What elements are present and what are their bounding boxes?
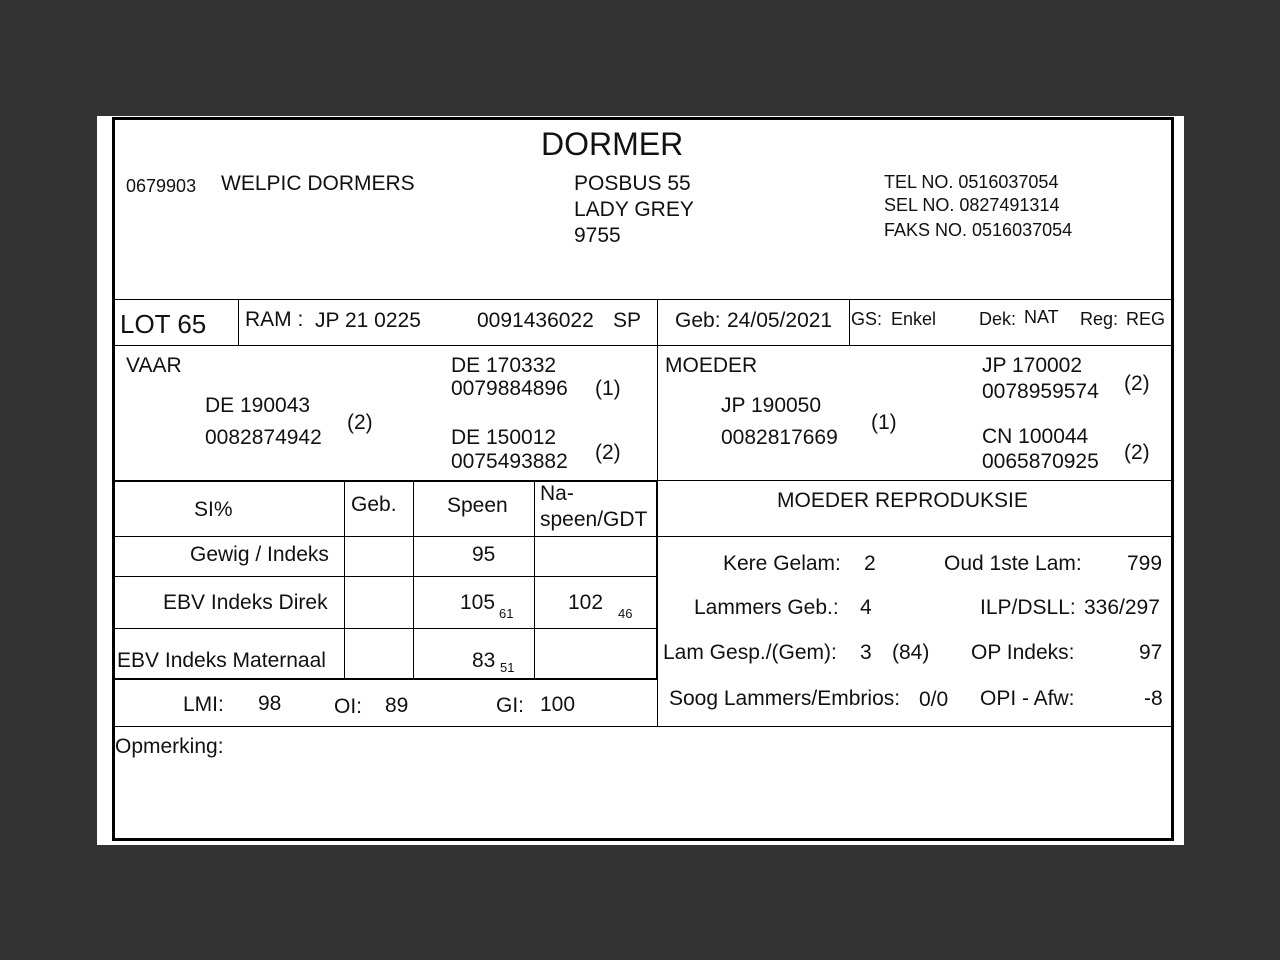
dek-value: NAT [1024,307,1059,327]
row-direk-naspeen: 102 [568,591,604,614]
row-direk-speen: 105 [460,591,496,614]
rule-col-speen [413,482,414,679]
rule-summary-bottom [113,726,1173,727]
moeder-dam-count: (2) [1124,441,1150,464]
soog-value: 0/0 [919,688,949,711]
row-direk-label: EBV Indeks Direk [163,591,328,614]
rule-col-naspeen [534,482,535,679]
row-direk-speen-sub: 61 [499,606,514,621]
opi-value: -8 [1144,687,1163,710]
ilp-value: 336/297 [1084,596,1160,619]
ram-id: JP 21 0225 [315,309,421,332]
gi-label: GI: [496,694,525,717]
header-speen: Speen [447,494,508,517]
dek-label: Dek: [979,309,1017,329]
vaar-sire-num: 0079884896 [451,377,568,400]
reg-value: REG [1126,309,1166,329]
vaar-count: (2) [347,411,373,434]
row-maternaal-speen-sub: 51 [500,660,515,675]
soog-label: Soog Lammers/Embrios: [669,687,901,710]
rule-col-geb [344,482,345,679]
moeder-id: JP 190050 [721,394,822,417]
rule-lot-divider [238,299,239,345]
gesp-value: 3 [860,641,872,664]
vaar-id: DE 190043 [205,394,311,417]
rule-table-header [113,536,658,537]
moeder-sire-count: (2) [1124,372,1150,395]
row-maternaal-label: EBV Indeks Maternaal [117,649,326,672]
moeder-count: (1) [871,411,897,434]
row-gewig-speen: 95 [472,543,496,566]
moeder-label: MOEDER [665,354,758,377]
ram-reg-number: 0091436022 [477,309,594,332]
row-direk-naspeen-sub: 46 [618,606,633,621]
vaar-label: VAAR [126,354,182,377]
owner-id: 0679903 [126,176,197,196]
address-line2: LADY GREY [574,198,694,221]
oi-value: 89 [385,694,409,717]
contact-faks: FAKS NO. 0516037054 [884,220,1073,240]
ram-label: RAM : [245,308,304,331]
moeder-sire-num: 0078959574 [982,380,1099,403]
rule-lot-bottom [113,345,1173,346]
vaar-dam-id: DE 150012 [451,426,557,449]
row-maternaal-speen: 83 [472,649,496,672]
lmi-value: 98 [258,692,282,715]
op-label: OP Indeks: [971,641,1075,664]
vaar-dam-num: 0075493882 [451,450,568,473]
rule-pedigree-left-bottom [113,480,658,482]
lmi-label: LMI: [183,693,224,716]
ilp-label: ILP/DSLL: [980,596,1076,619]
moeder-num: 0082817669 [721,426,838,449]
reg-label: Reg: [1080,309,1119,329]
lammers-label: Lammers Geb.: [694,596,839,619]
vaar-sire-count: (1) [595,377,621,400]
oud-value: 799 [1127,552,1163,575]
rule-repro-header [658,536,1173,537]
opi-label: OPI - Afw: [980,687,1075,710]
kere-value: 2 [864,552,876,575]
oi-label: OI: [334,695,363,718]
moeder-sire-id: JP 170002 [982,354,1083,377]
page-title: DORMER [541,126,684,162]
rule-table-row2 [113,628,658,629]
gi-value: 100 [540,693,576,716]
rule-lot-top [113,299,1173,300]
rule-table-bottom [113,678,658,680]
address-line1: POSBUS 55 [574,172,691,195]
rule-table-right [656,482,658,680]
lammers-value: 4 [860,596,872,619]
address-line3: 9755 [574,224,621,247]
rule-pedigree-right-bottom [658,480,1173,481]
geb-label: Geb: [675,309,721,332]
moeder-dam-num: 0065870925 [982,450,1099,473]
opmerking-label: Opmerking: [115,735,224,758]
ram-reg-suffix: SP [613,309,642,332]
op-value: 97 [1139,641,1163,664]
kere-label: Kere Gelam: [723,552,841,575]
lot-label: LOT 65 [120,309,207,339]
header-naspeen-line2: speen/GDT [540,508,648,531]
gs-label: GS: [851,309,883,329]
row-gewig-label: Gewig / Indeks [190,543,329,566]
gesp-label: Lam Gesp./(Gem): [663,641,837,664]
owner-name: WELPIC DORMERS [221,172,415,195]
vaar-dam-count: (2) [595,441,621,464]
vaar-num: 0082874942 [205,426,322,449]
header-naspeen-line1: Na- [540,482,574,505]
repro-title: MOEDER REPRODUKSIE [777,489,1028,512]
geb-date: 24/05/2021 [727,309,833,332]
contact-tel: TEL NO. 0516037054 [884,172,1059,192]
gs-value: Enkel [891,309,937,329]
moeder-dam-id: CN 100044 [982,425,1089,448]
contact-sel: SEL NO. 0827491314 [884,195,1060,215]
vaar-sire-id: DE 170332 [451,354,557,377]
oud-label: Oud 1ste Lam: [944,552,1082,575]
header-geb: Geb. [351,493,397,516]
header-si: SI% [194,498,233,521]
gesp-avg: (84) [892,641,930,664]
rule-table-row1 [113,576,658,577]
rule-gs-divider [849,299,850,345]
